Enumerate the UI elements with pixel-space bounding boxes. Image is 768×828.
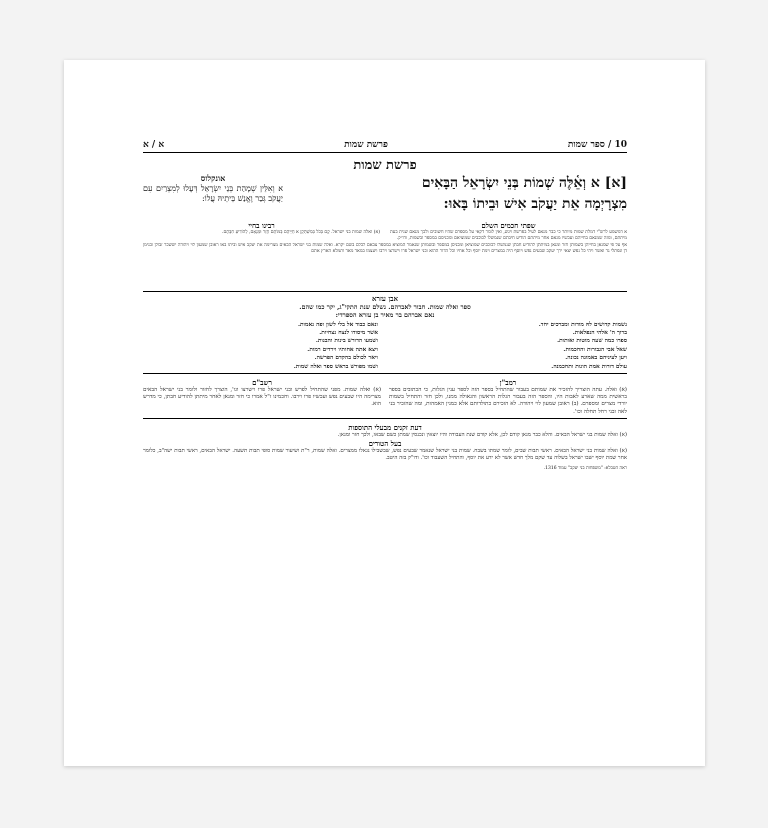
upper-commentaries [143, 221, 627, 243]
poem-line: ושמעו הדורש בינות והבנות. [315, 338, 378, 345]
daat-zekenim-title: דעת זקנים מבעלי התוספות [348, 422, 422, 432]
bachya-title: רבינו בחיי [248, 221, 275, 230]
daat-zekenim [143, 423, 627, 439]
rabbeinu-bachya [143, 221, 380, 243]
rashbam-column [143, 378, 381, 416]
poem-line: ויצא אתה אחותיו וירדים רמות. [307, 346, 378, 353]
sifsei-text: א דמשמע לרש"י דמלת שמות מיותר כי כבר מנאם לעיל בפרשת ויגש, ואין לומר דקאי על מספרם שהיו חשובים ולכך מנאם שנית בעת מיתתם, ומזה שמנאם בחייהם ועכשיו מנאם אחר מיתתם הודיע חיבתם שנמשלו לכוכבים שמוציאם ומכניסם במספר ובשמות, ודו״ק. [390, 230, 627, 242]
onkelos-title: אונקלוס [200, 173, 226, 183]
poem-line: ונאם כבוד אל בלי לשון ופה נאמות. [297, 321, 378, 328]
lower-commentaries [143, 423, 627, 439]
divider [143, 291, 627, 292]
ramban-text: (א) ואלה. עתה הוצריך להזכיר את שמותם בעבור שהתחיל בספר הזה לספר ענין הגלות, כי הכתובים בספר בראשית ממה שארע לאבות היו, והספר הזה בעבור הגלות הראשון והגאולה ממנו, ולכן חזר והתחיל בשמות יורדי מצרים ומספרם. (ב) ראובן שמעון לוי ויהודה. לא הזכירם כתולדותם אלא כמנין האמהות, ומה שהזכיר בני לאה ובני רחל תחלה וכו'. [389, 387, 627, 415]
running-header [143, 138, 627, 153]
poem-line: שאל אבי הגבורות והחכמות. [563, 346, 627, 353]
ramban-column [389, 378, 627, 416]
page-sheet [64, 60, 705, 766]
chumash-page [143, 138, 627, 718]
torah-verse [297, 173, 627, 217]
poem-line: נשמות קדושים להּ מודות ומברכים יחד. [538, 321, 627, 328]
ibn-ezra-line-1: ספר ואלה שמות. חבור לאברהם. נשלם שנת התקי"ג, יקר כמו שהם. [299, 302, 471, 311]
poem-line: ספרו כמה שעה מוטות ואותות. [557, 338, 627, 345]
sifsei-chachamim [390, 221, 627, 243]
baal-haturim [143, 439, 627, 462]
rashbam-title: רשב"ם [252, 378, 272, 388]
bachya-text: (א) ואלה שמות בני ישראל. קָם בְּכֹל בְּמִשְׁתְּקָן א חַיֵּיהֶם בְּמוֹתָם חָזַר וּמְנָאָם, לְהוֹדִיעַ חִבָּתָם. [222, 230, 380, 235]
baal-haturim-title: בעל הטורים [368, 438, 402, 448]
poem-line: ויאר לכולם בהקדם הפרשה. [314, 355, 378, 362]
verse-line-1: [א] א וְאֵ֫לֶּה שְׁמוֹת בְּנֵי יִשְׂרָאֵל הַבָּאִים [421, 175, 627, 191]
baal-haturim-text: (א) ואלה שמות בני ישראל הבאים. ראשי תבות שבים, לומר שמתו בשבח. שמות בני ישראל שנאמר שבעים נפש, שבשבילו נגאלו ממצרים. ואלה שמות, ר"ת ושיעור שמות סופי תבות תשעה. ישראל הבאים, ראשי תבות ישה"ב, כלומר אחר שמת יוסף ישבו ישראל בשלוה עד שקם מלך חדש אשר לא ידע את יוסף, והתחיל השעבוד וכו'. ודו"ק בזה היטב. [143, 447, 627, 461]
book-name: ספר שמות [567, 140, 605, 150]
divider [143, 418, 627, 419]
ibn-ezra-title: אבן עזרא [372, 293, 398, 303]
middle-commentaries [143, 378, 627, 416]
poem-line: ושמו מפורש בראש ספר ואלה שמות. [293, 363, 378, 370]
daat-zekenim-text: (א) ואלה שמות בני ישראל הבאים. והלא כבר מנאן קודם לכן, אלא קודם שנת העבודה והיו יוצאין ונכנסין שמתן כשם שבאו, ולכך חזר ומנאן. [337, 431, 627, 438]
footnote: ראה הטבלא: "משפחות בני יעקב" עמוד 1316. [543, 465, 627, 471]
page-number: 10 [614, 140, 627, 150]
parsha-title: פרשת שמות [353, 158, 417, 173]
sifsei-title: שפתי חכמים השלם [481, 221, 536, 230]
verse-line-2: מִצְרָיְמָה אֵת יַעֲקֹב אִישׁ וּבֵיתוֹ בָּאוּ: [443, 196, 627, 212]
poem-line: אשר מיסודו לנצח נצחיות. [319, 330, 378, 336]
onkelos-block [143, 173, 283, 217]
dense-commentary: אף על פי שמנאן בחייהן בשמותן חזר ומנאן במיתתן להודיע חבתן שנמשלו לכוכבים שמוציאן ומכניסן במספר ובשמותן שנאמר המוציא במספר צבאם לכלם בשם יקרא. ואלה שמות בני ישראל הבאים מצרימה את יעקב איש וביתו באו ראובן שמעון לוי ויהודה יששכר זבולן ובנימן דן ונפתלי גד ואשר ויהי כל נפש יצאי ירך יעקב שבעים נפש ויוסף היה במצרים וימת יוסף וכל אחיו וכל הדור ההוא ובני ישראל פרו וישרצו וירבו ויעצמו במאד מאד ותמלא הארץ אתם [143, 242, 627, 254]
verse-block [143, 173, 627, 217]
divider [143, 373, 627, 374]
poem-line: עולם דורות אמת הוגות ותחכמנה. [551, 363, 627, 370]
poem-line: ויען לעיניהם באמונה נכונה. [565, 355, 627, 362]
ramban-title: רמב"ן [499, 378, 517, 388]
poem-line: ברוך ה' אלהי הנפלאות. [572, 330, 627, 336]
onkelos-text: א וְאִלֵּין שְׁמָהַת בְּנֵי יִשְׂרָאֵל דְּעָלוּ לְמִצְרַיִם עִם יַעֲקֹב גְּבַר וֶאֱנַשׁ בֵּיתֵיהּ עֲלוֹ: [143, 183, 283, 203]
ibn-ezra-line-2: נאם אברהם בר מאיר בן עזרא הספרדי: [335, 310, 435, 319]
header-right: 10 / ספר שמות [567, 140, 627, 150]
ibn-ezra-block [143, 294, 627, 371]
ibn-ezra-poem [143, 321, 627, 371]
rashbam-text: (א) ואלה שמות. מפני שהתחיל לפרש ובני ישראל פרו וישרצו וגו', הוצרך לחזור ולומר בני ישראל הבאים מצרימה היו שבעים נפש ועכשיו פרו וירבו. וחכמינו ז"ל אמרו כי חזר ומנאן לאחר מיתתן להודיע חבתן, כי מדרש הוא. [143, 387, 381, 408]
chapter-verse-ref: א / א [143, 140, 165, 150]
header-parsha: פרשת שמות [344, 140, 388, 150]
